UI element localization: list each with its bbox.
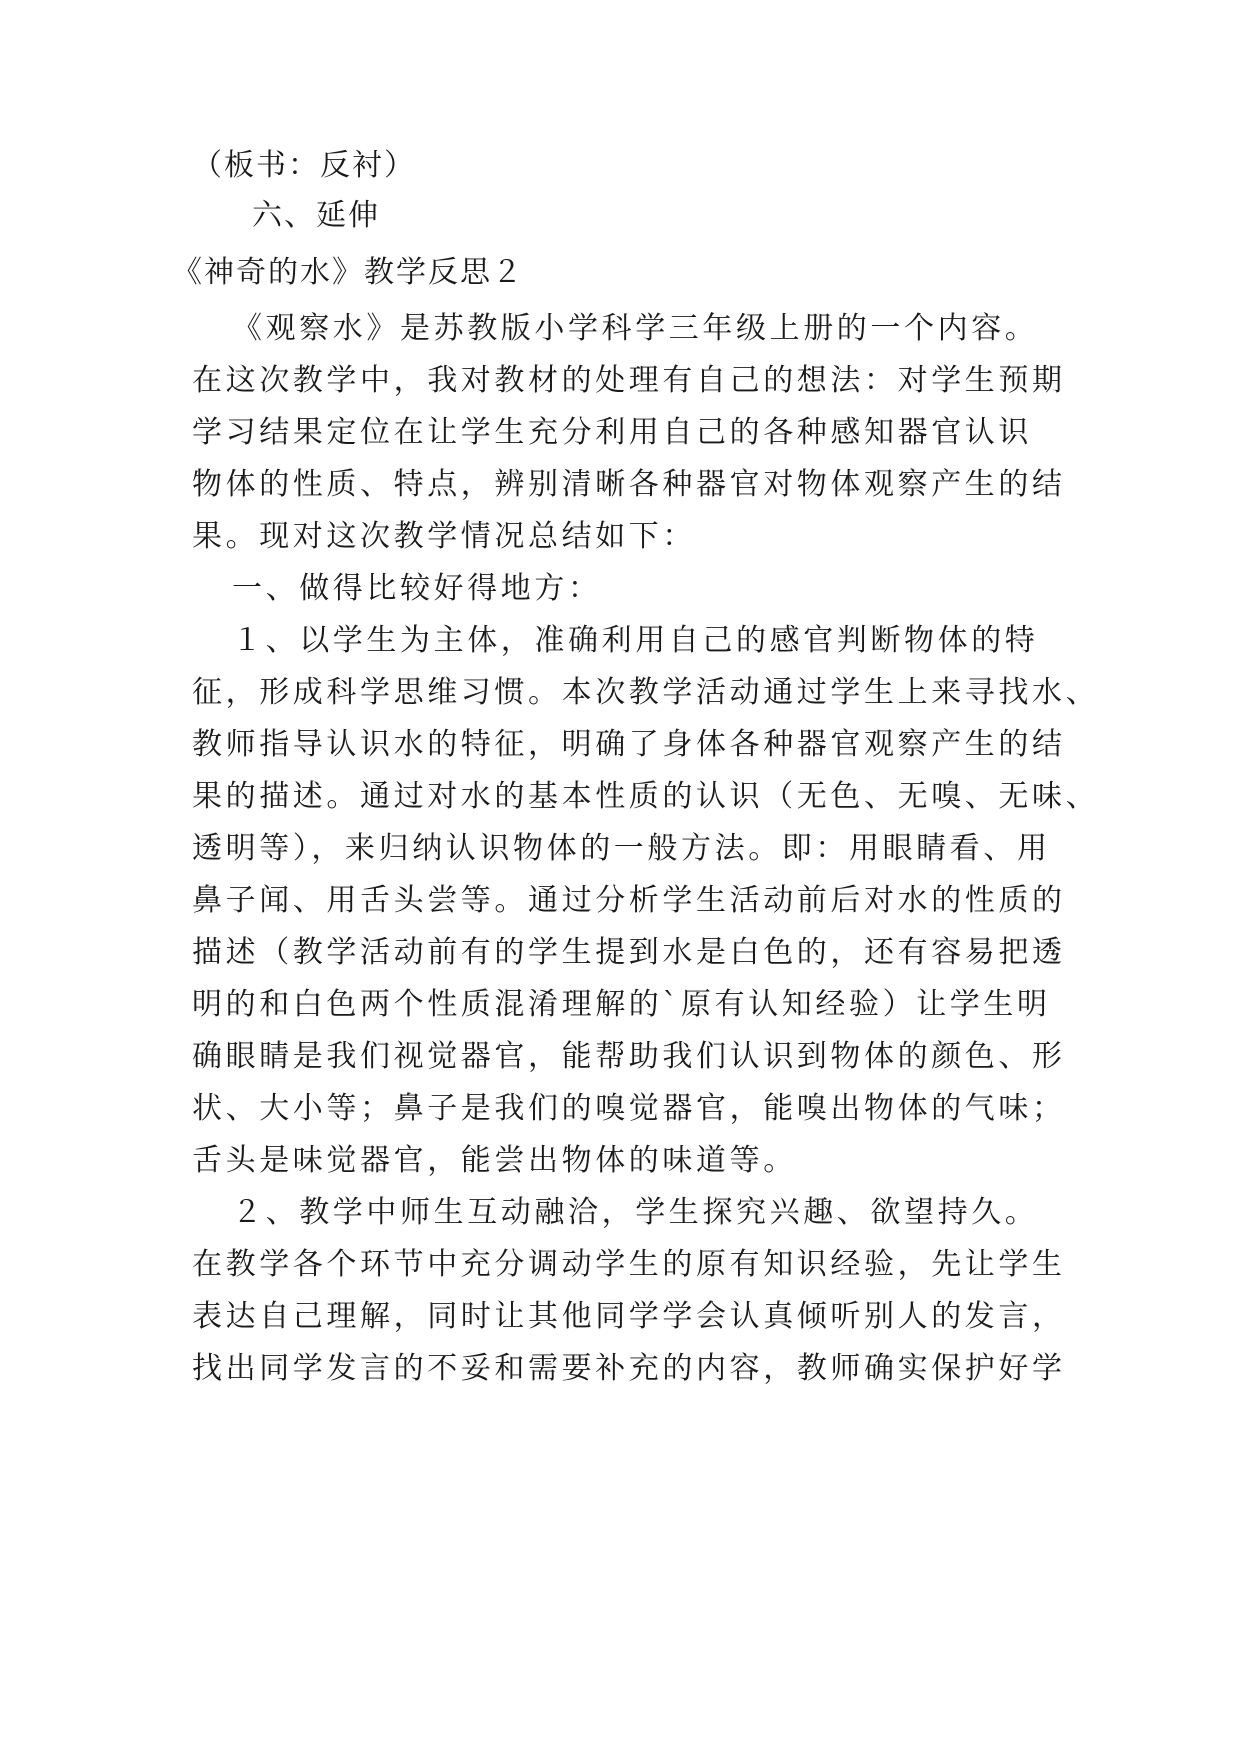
board-note: （板书：反衬） — [192, 148, 416, 183]
document-title: 《神奇的水》教学反思２ — [172, 255, 524, 290]
point1-line: 透明等），来归纳认识物体的一般方法。即：用眼睛看、用 — [192, 831, 1051, 866]
point1-line: 状、大小等；鼻子是我们的嗅觉器官，能嗅出物体的气味； — [192, 1091, 1066, 1126]
intro-line: 果。现对这次教学情况总结如下： — [192, 519, 696, 554]
intro-line: 《观察水》是苏教版小学科学三年级上册的一个内容。 — [232, 311, 1039, 346]
point2-line: ２、教学中师生互动融洽，学生探究兴趣、欲望持久。 — [232, 1195, 1039, 1230]
intro-line: 物体的性质、特点，辨别清晰各种器官对物体观察产生的结 — [192, 467, 1066, 502]
point2-line: 找出同学发言的不妥和需要补充的内容，教师确实保护好学 — [192, 1351, 1066, 1386]
point2-line: 表达自己理解，同时让其他同学学会认真倾听别人的发言， — [192, 1299, 1066, 1334]
point1-line: 征，形成科学思维习惯。本次教学活动通过学生上来寻找水、 — [192, 675, 1100, 710]
point1-line: 教师指导认识水的特征，明确了身体各种器官观察产生的结 — [192, 727, 1066, 762]
section-heading-six: 六、延伸 — [252, 198, 380, 233]
point1-line: 果的描述。通过对水的基本性质的认识（无色、无嗅、无味、 — [192, 779, 1100, 814]
section-heading-one: 一、做得比较好得地方： — [232, 571, 602, 606]
point1-line: 舌头是味觉器官，能尝出物体的味道等。 — [192, 1143, 797, 1178]
point2-line: 在教学各个环节中充分调动学生的原有知识经验，先让学生 — [192, 1247, 1066, 1282]
point1-line: 描述（教学活动前有的学生提到水是白色的，还有容易把透 — [192, 935, 1066, 970]
intro-line: 在这次教学中，我对教材的处理有自己的想法：对学生预期 — [192, 363, 1066, 398]
intro-line: 学习结果定位在让学生充分利用自己的各种感知器官认识 — [192, 415, 1032, 450]
point1-line: １、以学生为主体，准确利用自己的感官判断物体的特 — [232, 623, 1039, 658]
point1-line: 确眼睛是我们视觉器官，能帮助我们认识到物体的颜色、形 — [192, 1039, 1066, 1074]
point1-line: 鼻子闻、用舌头尝等。通过分析学生活动前后对水的性质的 — [192, 883, 1066, 918]
point1-line: 明的和白色两个性质混淆理解的`原有认知经验）让学生明 — [192, 987, 1051, 1022]
